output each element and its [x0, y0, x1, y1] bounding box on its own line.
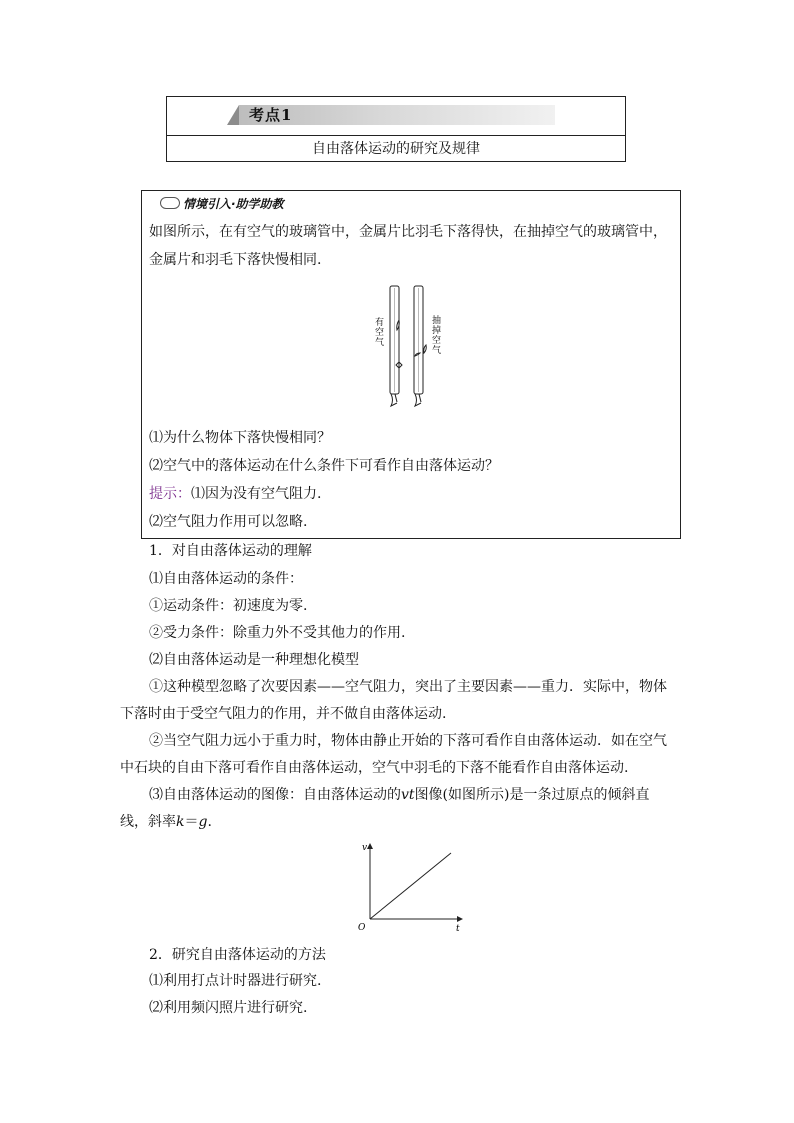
t-axis-label: t	[456, 924, 460, 934]
s1-point-2a-line2: 下落时由于受空气阻力的作用，并不做自由落体运动.	[120, 706, 447, 722]
s1-p3-text-2: 图像(如图所示)是一条过原点的倾斜直	[414, 787, 650, 803]
s1-point-2: ⑵自由落体运动是一种理想化模型	[149, 652, 359, 668]
s1-point-2b-line2: 中石块的自由下落可看作自由落体运动，空气中羽毛的下落不能看作自由落体运动.	[120, 760, 629, 776]
left-tube-label-2: 空	[375, 328, 385, 338]
question-1: ⑴为什么物体下落快慢相同？	[149, 430, 331, 446]
s1-condition-2: ②受力条件：除重力外不受其他力的作用.	[149, 625, 406, 641]
s1-point-2b-line1: ②当空气阻力远小于重力时，物体由静止开始的下落可看作自由落体运动．如在空气	[149, 733, 667, 749]
section-1-title: 1．对自由落体运动的理解	[149, 543, 312, 559]
v-t-line	[370, 853, 451, 919]
right-tube-label-4: 气	[432, 346, 442, 356]
left-tube-label-1: 有	[375, 318, 385, 328]
origin-label: O	[358, 923, 366, 933]
var-v: v	[401, 787, 409, 803]
topic-divider	[167, 135, 625, 136]
hint-label: 提示：	[149, 486, 191, 502]
hint-line-1	[149, 480, 321, 508]
right-tube-label-3: 空	[432, 336, 442, 346]
var-t: t	[408, 787, 415, 803]
intro-heading-text: 情境引入·助学助教	[183, 197, 284, 211]
s1-point-1: ⑴自由落体运动的条件：	[149, 571, 303, 587]
v-axis-label: v	[362, 843, 368, 853]
s1-point-3-line1	[149, 781, 650, 809]
topic-label: 考点1	[249, 106, 293, 124]
hint-1: ⑴因为没有空气阻力.	[191, 486, 322, 502]
left-tube-label-3: 气	[375, 338, 385, 348]
section-2-title: 2．研究自由落体运动的方法	[149, 947, 326, 963]
s2-method-2: ⑵利用频闪照片进行研究.	[149, 1000, 308, 1016]
v-t-graph	[352, 840, 470, 935]
lightbulb-icon	[160, 197, 180, 209]
intro-heading	[160, 195, 284, 212]
period: .	[207, 814, 212, 830]
s1-p3-text: ⑶自由落体运动的图像：自由落体运动的	[149, 787, 401, 803]
s1-condition-1: ①运动条件：初速度为零.	[149, 598, 308, 614]
glass-tube-figure	[373, 283, 443, 418]
right-tube-label-1: 抽	[432, 316, 442, 326]
s1-point-3-line2	[120, 808, 212, 836]
var-k: k	[176, 814, 185, 830]
equals: ＝	[184, 814, 199, 830]
s2-method-1: ⑴利用打点计时器进行研究.	[149, 973, 322, 989]
intro-paragraph-line1: 如图所示，在有空气的玻璃管中，金属片比羽毛下落得快，在抽掉空气的玻璃管中，	[149, 224, 667, 240]
hint-2: ⑵空气阻力作用可以忽略.	[149, 514, 308, 530]
question-2: ⑵空气中的落体运动在什么条件下可看作自由落体运动？	[149, 458, 499, 474]
right-tube-label-2: 掉	[432, 326, 442, 336]
s1-point-2a-line1: ①这种模型忽略了次要因素——空气阻力，突出了主要因素——重力．实际中，物体	[149, 679, 667, 695]
var-g: g	[198, 814, 208, 830]
topic-title: 自由落体运动的研究及规律	[312, 141, 480, 157]
intro-paragraph-line2: 金属片和羽毛下落快慢相同.	[149, 252, 322, 268]
slope-text: 线，斜率	[120, 814, 176, 830]
topic-box	[166, 96, 626, 162]
